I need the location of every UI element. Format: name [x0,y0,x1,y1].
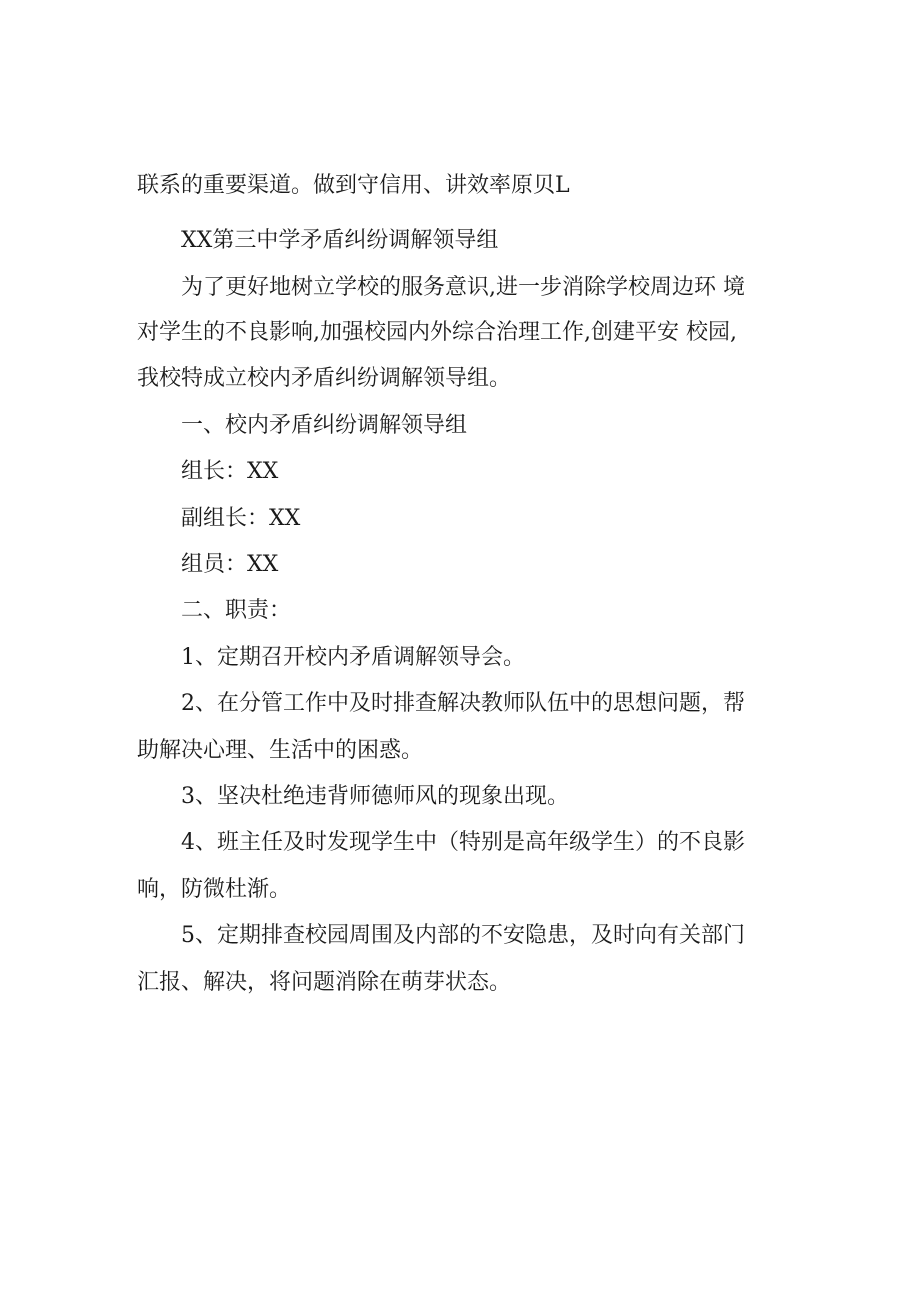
duty-item-2-line-2: 助解决心理、生活中的困惑。 [137,738,424,763]
intro-paragraph-line-1: 为了更好地树立学校的服务意识,进一步消除学校周边环 境 [181,275,745,300]
group-members: 组员：XX [181,552,279,577]
duty-item-3: 3、坚决杜绝违背师德师风的现象出现。 [181,784,569,809]
duty-item-5-line-1: 5、定期排查校园周围及内部的不安隐患，及时向有关部门 [181,923,745,948]
duty-item-1: 1、定期召开校内矛盾调解领导会。 [181,645,525,670]
duty-item-4-line-1: 4、班主任及时发现学生中（特别是高年级学生）的不良影 [181,830,745,855]
deputy-group-leader: 副组长：XX [181,506,301,531]
intro-paragraph-line-3: 我校特成立校内矛盾纠纷调解领导组。 [137,366,512,391]
section-title: XX第三中学矛盾纠纷调解领导组 [181,228,499,253]
duty-item-5-line-2: 汇报、解决，将问题消除在萌芽状态。 [137,970,512,995]
duty-item-2-line-1: 2、在分管工作中及时排查解决教师队伍中的思想问题，帮 [181,691,745,716]
body-line-continuation: 联系的重要渠道。做到守信用、讲效率原贝L [137,173,570,198]
heading-leadership-group: 一、校内矛盾纠纷调解领导组 [181,413,468,438]
heading-responsibilities: 二、职责： [181,598,292,623]
group-leader: 组长：XX [181,459,279,484]
duty-item-4-line-2: 响，防微杜渐。 [137,877,292,902]
intro-paragraph-line-2: 对学生的不良影响,加强校园内外综合治理工作,创建平安 校园, [137,320,737,345]
